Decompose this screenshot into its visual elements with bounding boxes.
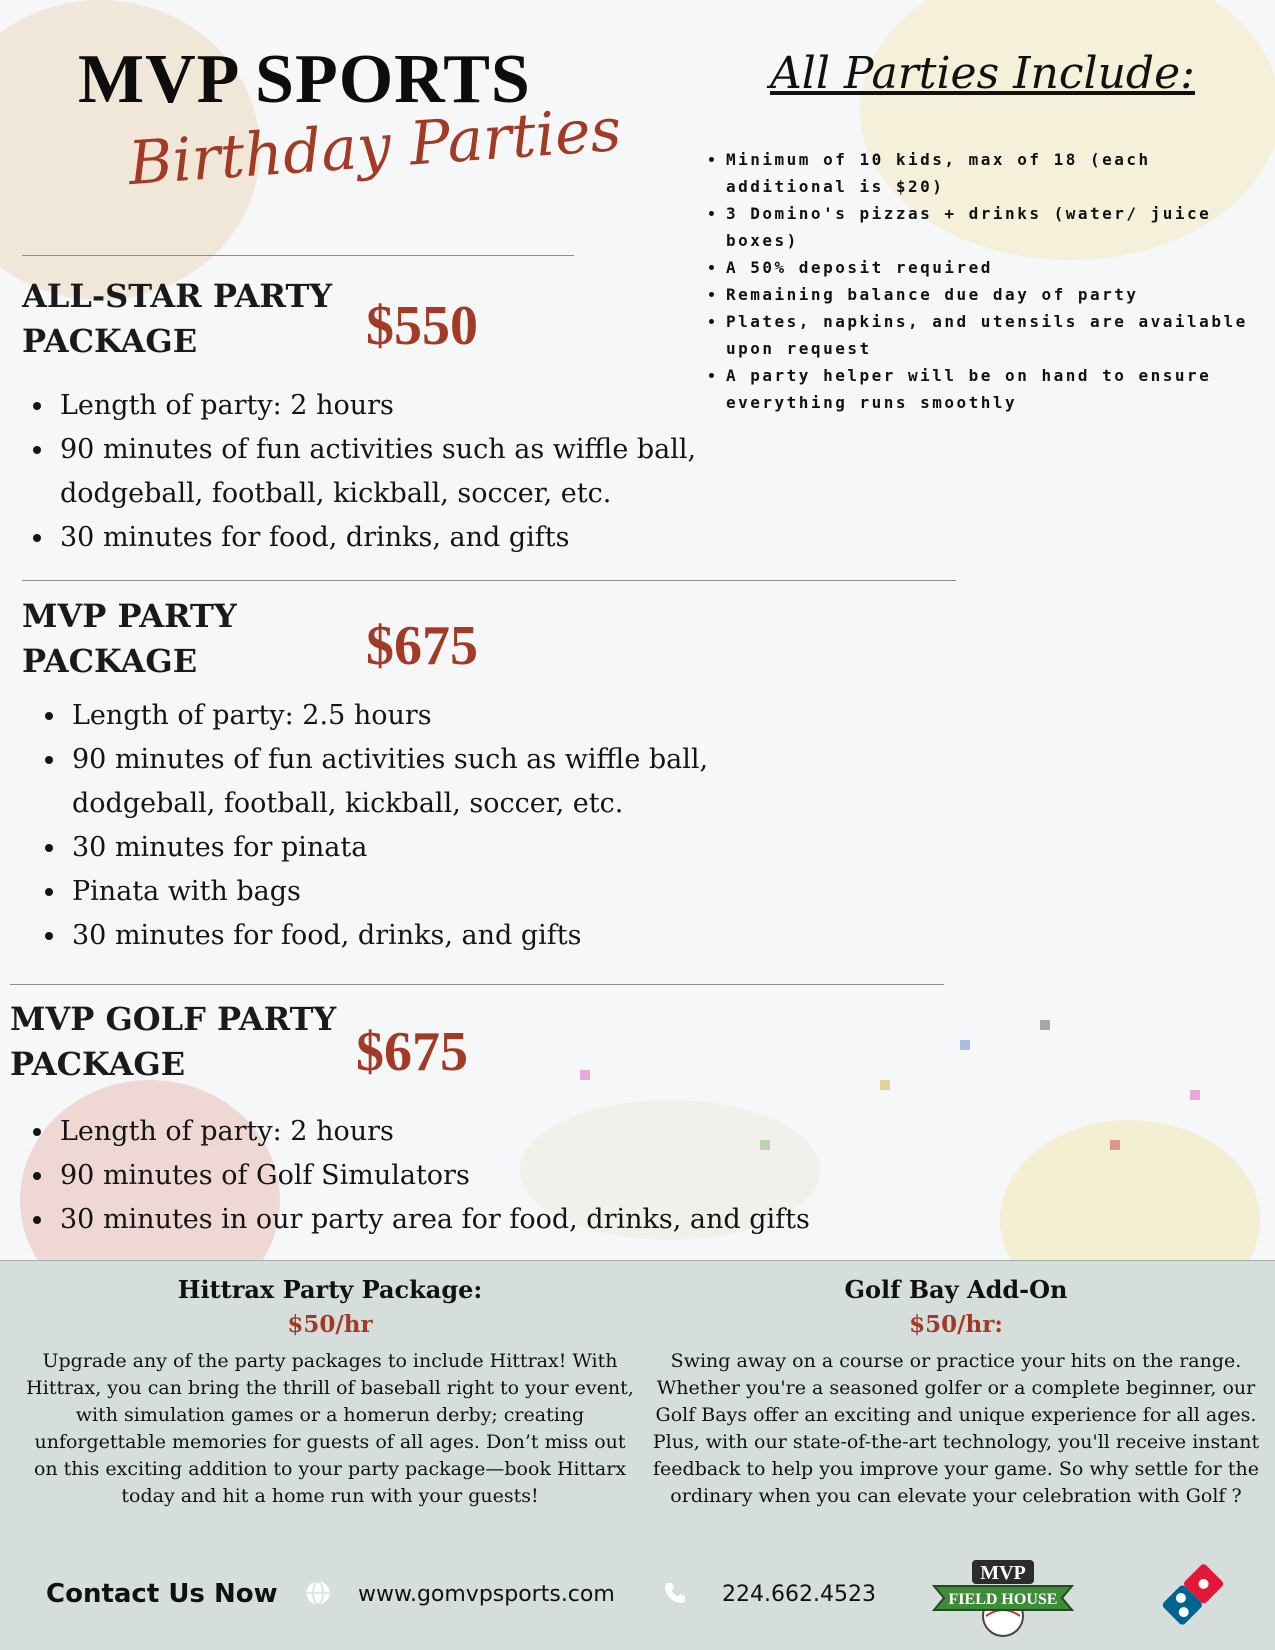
package-features: [36, 694, 798, 958]
phone-link[interactable]: 224.662.4523: [722, 1582, 876, 1607]
list-item: • Pinata with bags: [68, 870, 798, 914]
addon-title: Hittrax Party Package:: [177, 1275, 483, 1304]
list-item: • 90 minutes of Golf Simulators: [56, 1154, 936, 1198]
page-subtitle: Birthday Parties: [126, 94, 624, 200]
list-item: • Remaining balance due day of party: [726, 281, 1266, 308]
package-title-line: PACKAGE: [22, 642, 198, 680]
package-features: [24, 384, 746, 560]
decorative-confetti: [960, 1040, 970, 1050]
decorative-confetti: [1040, 1020, 1050, 1030]
addon-description: Swing away on a course or practice your hits on the range. Whether you're a seasoned golfer or a complete beginner, our Golf Bays offer an exciting and unique experience for all ages. Plus, with our state-of-the-art technology, you'll receive instant feedback to help you improve your game. So why settle for the ordinary when you can elevate your celebration with Golf ?: [652, 1350, 1260, 1507]
list-item: • A 50% deposit required: [726, 254, 1266, 281]
logo-banner-text: FIELD HOUSE: [948, 1591, 1058, 1608]
decorative-confetti: [1110, 1140, 1120, 1150]
addon-golf-bay: [652, 1272, 1260, 1510]
package-title: [10, 997, 336, 1087]
addon-price: $50/hr: [287, 1311, 373, 1338]
list-item: • 3 Domino's pizzas + drinks (water/ juice boxes): [726, 200, 1266, 254]
list-item: • Length of party: 2.5 hours: [68, 694, 798, 738]
page-title: MVP SPORTS: [78, 41, 531, 118]
list-item: • 30 minutes for food, drinks, and gifts: [56, 516, 746, 560]
package-title: [22, 274, 332, 364]
globe-icon: [305, 1580, 331, 1610]
addon-price: $50/hr:: [909, 1311, 1003, 1338]
package-title-line: PACKAGE: [22, 322, 198, 360]
decorative-confetti: [580, 1070, 590, 1080]
package-title-line: MVP GOLF PARTY: [10, 1000, 337, 1038]
list-item: • Length of party: 2 hours: [56, 1110, 936, 1154]
package-title: [22, 594, 237, 684]
divider: [22, 580, 956, 581]
list-item: • 30 minutes in our party area for food, drinks, and gifts: [56, 1198, 936, 1242]
list-item: • Minimum of 10 kids, max of 18 (each additional is $20): [726, 146, 1266, 200]
addon-hittrax: [22, 1272, 638, 1510]
decorative-confetti: [880, 1080, 890, 1090]
list-item: • 30 minutes for food, drinks, and gifts: [68, 914, 798, 958]
package-features: [24, 1110, 936, 1242]
package-price: $675: [356, 1021, 468, 1083]
divider: [22, 255, 574, 256]
all-parties-list: [708, 146, 1266, 416]
dominos-logo: [1148, 1558, 1228, 1638]
mvp-field-house-logo: [928, 1556, 1078, 1640]
package-title-line: MVP PARTY: [22, 597, 237, 635]
decorative-confetti: [1190, 1090, 1200, 1100]
divider: [10, 984, 944, 985]
website-link[interactable]: www.gomvpsports.com: [358, 1582, 615, 1607]
list-item: • Plates, napkins, and utensils are available upon request: [726, 308, 1266, 362]
logo-top-text: MVP: [980, 1562, 1026, 1584]
list-item: • 90 minutes of fun activities such as wiffle ball, dodgeball, football, kickball, soccer, etc.: [68, 738, 798, 826]
list-item: • A party helper will be on hand to ensure everything runs smoothly: [726, 362, 1266, 416]
package-title-line: PACKAGE: [10, 1045, 186, 1083]
package-title-line: ALL-STAR PARTY: [22, 277, 333, 315]
package-price: $675: [366, 615, 478, 677]
addon-description: Upgrade any of the party packages to include Hittrax! With Hittrax, you can bring the thrill of baseball right to your event, with simulation games or a homerun derby; creating unforgettable memories for guests of all ages. Don’t miss out on this exciting addition to your party package—book Hittarx today and hit a home run with your guests!: [26, 1350, 634, 1507]
all-parties-heading: All Parties Include:: [770, 48, 1195, 99]
phone-icon: [662, 1580, 688, 1610]
addon-title: Golf Bay Add-On: [844, 1275, 1068, 1304]
list-item: • Length of party: 2 hours: [56, 384, 746, 428]
list-item: • 90 minutes of fun activities such as wiffle ball, dodgeball, football, kickball, soccer, etc.: [56, 428, 746, 516]
package-price: $550: [366, 295, 478, 357]
contact-label: Contact Us Now: [46, 1579, 278, 1609]
list-item: • 30 minutes for pinata: [68, 826, 798, 870]
